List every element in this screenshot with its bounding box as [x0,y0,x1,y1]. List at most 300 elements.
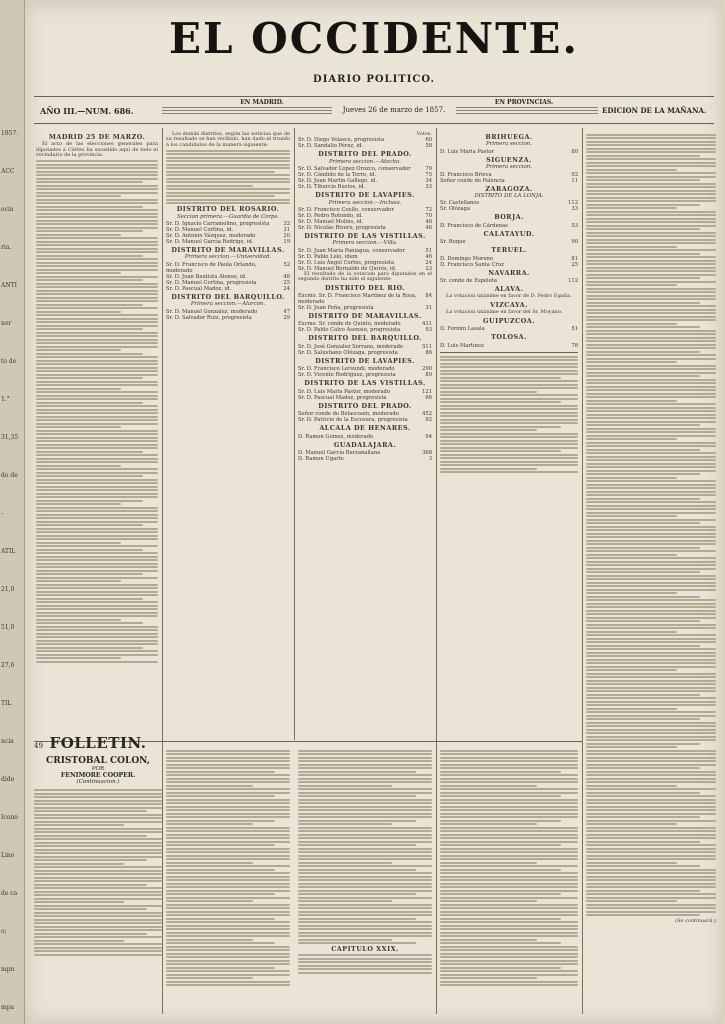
candidate-name: Sr. D. Cándido de la Torre, id. [298,172,377,179]
text-line [36,346,158,348]
text-line [586,330,716,332]
text-line [298,771,416,773]
text-line [166,921,290,923]
text-line [586,767,700,769]
vote-count: 24 [425,259,432,266]
text-line [166,767,290,769]
text-line [586,592,677,594]
text-line [440,939,537,941]
result-entry [440,223,578,229]
text-line [586,347,716,349]
text-line [166,837,290,839]
text-line [298,954,432,956]
text-line [36,342,158,344]
text-line [166,164,290,166]
newspaper-title: EL OCCIDENTE. [169,14,579,63]
section-rule [440,352,578,353]
text-line [440,904,578,906]
text-line [586,799,716,801]
text-line [440,436,578,438]
folletin-number: 49 [34,742,43,750]
text-line [34,947,162,949]
text-line [586,445,716,447]
text-line [586,218,716,220]
text-line [586,144,716,146]
text-line [586,141,716,143]
text-line [34,803,162,805]
text-line [440,886,578,888]
text-line [586,246,677,248]
article-text-block [36,160,158,663]
text-line [440,918,561,920]
text-line [586,718,700,720]
text-line [36,195,121,197]
text-line [298,757,432,759]
text-line [586,722,716,724]
text-line [36,409,158,411]
result-entry [440,239,578,245]
text-line [36,171,158,173]
text-line [166,195,275,197]
vote-count: 48 [283,273,290,280]
vote-count: 46 [425,253,432,260]
text-line [36,304,143,306]
text-line [440,837,578,839]
text-line [36,311,121,313]
text-line [36,538,158,540]
text-line [440,457,578,459]
text-line [586,459,716,461]
text-line [166,834,290,836]
text-line [586,480,716,482]
text-line [36,661,158,663]
text-line [36,426,121,428]
vote-count: 51 [425,247,432,254]
serial-text-block [298,954,432,974]
vote-count: 80 [571,148,578,155]
text-line [586,253,700,255]
text-line [298,778,432,780]
text-line [166,949,290,951]
text-line [36,297,158,299]
text-line [586,561,716,563]
text-line [36,493,158,495]
text-line [586,389,716,391]
province-prices-text [456,107,598,119]
text-line [440,830,578,832]
section-subheading: Primera seccion. [486,141,532,148]
text-line [440,974,578,976]
text-line [586,225,716,227]
text-line [166,977,253,979]
text-line [586,501,716,503]
text-line [36,178,158,180]
text-line [298,958,432,960]
prev-page-fragment: ATIL [1,548,16,555]
text-line [36,633,158,635]
result-entry [298,143,432,149]
text-line [586,834,716,836]
text-line [440,907,578,909]
text-line [586,270,716,272]
text-line [36,531,158,533]
text-line [34,950,162,952]
text-line [586,407,716,409]
vote-count: 75 [425,172,432,179]
text-line [298,785,392,787]
text-line [36,377,143,379]
result-list [440,326,578,332]
text-line [586,365,716,367]
district-heading: DISTRITO DEL PRADO. [318,401,412,410]
result-list [298,389,432,401]
text-line [166,981,290,983]
text-line [36,391,158,393]
candidate-name: Excmo. Sr. conde de Quinto, moderado [298,321,401,328]
text-line [586,193,716,195]
candidate-name: D. Ramon Ugarte [298,455,344,462]
text-line [36,192,158,194]
text-line [440,387,578,389]
text-line [298,760,432,762]
text-line [36,566,158,568]
text-line [36,591,158,593]
vote-count: 84 [425,293,432,300]
vote-count: 46 [425,225,432,232]
text-line [36,479,158,481]
text-line [586,172,716,174]
text-line [586,876,716,878]
vote-count: 89 [425,372,432,379]
text-line [36,423,158,425]
text-line [34,863,124,865]
text-line [34,842,162,844]
text-line [166,865,290,867]
text-line [36,321,158,323]
text-line [586,207,677,209]
text-line [440,750,578,752]
newspaper-subtitle: DIARIO POLITICO. [313,74,435,85]
district-heading: TOLOSA. [491,333,527,342]
text-line [34,859,147,861]
text-line [298,813,432,815]
text-line [36,216,158,218]
column-rule-1 [162,128,163,1014]
text-line [166,953,290,955]
text-line [586,295,716,297]
text-line [440,384,578,386]
vote-count: 58 [425,143,432,150]
text-line [586,694,700,696]
vote-count: 19 [283,239,290,246]
text-line [34,800,162,802]
text-line [440,366,578,368]
text-line [36,398,158,400]
prev-page-fragment: ANTI [1,282,17,289]
col3-body: El resultado de la votacion para diputados en el segundo distrito ha sido el siguiente: [298,270,432,283]
vote-count: 66 [425,394,432,401]
prev-page-fragment: 51,0 [1,624,15,631]
text-line [298,823,392,825]
candidate-name: Señor conde de Belascoain, moderado [298,411,399,418]
text-line [166,900,253,902]
result-entry [298,327,432,333]
text-line [298,925,432,927]
text-line [36,465,121,467]
text-line [586,750,716,752]
text-line [36,419,158,421]
candidate-name: D. Luis Maria Pastor [440,148,495,155]
text-line [34,793,162,795]
text-line [586,837,716,839]
text-line [586,771,716,773]
text-line [298,788,432,790]
text-line [34,940,124,942]
text-line [298,904,432,906]
serial-work-title: CRISTOBAL COLON, [46,756,150,766]
candidate-name: Sr. D. Patricio de la Escosura, progresista [298,417,408,424]
text-line [586,757,716,759]
text-line [36,293,158,295]
text-line [586,680,716,682]
candidate-name: D. Domingo Moreno [440,255,494,262]
text-line [36,650,158,652]
result-list [298,293,432,311]
text-line [166,876,290,878]
text-line [586,547,700,549]
text-line [36,619,121,621]
text-line [586,736,716,738]
col5-text-block [586,134,716,917]
vote-count: 452 [422,411,432,418]
text-line [440,956,578,958]
text-line [166,820,275,822]
vote-count: 51 [571,326,578,333]
text-line [440,799,578,801]
text-line [586,526,716,528]
text-line [440,869,561,871]
text-line [586,568,716,570]
serial-column-3 [298,748,432,975]
column-1 [36,132,158,664]
text-line [586,900,677,902]
column-2 [166,132,290,321]
district-heading: DISTRITO DEL RIO. [324,283,406,292]
text-line [586,358,716,360]
text-line [586,456,716,458]
text-line [166,192,290,194]
serial-continuation: (Continuacion.) [76,779,120,785]
candidate-name: Sr. conde de Espeleta [440,278,497,285]
text-line [440,841,578,843]
text-line [166,802,290,804]
text-line [34,807,162,809]
candidate-name: Sr. D. Manuel Cortina, progresista [166,279,257,286]
text-line [36,489,158,491]
text-line [34,894,162,896]
text-line [586,893,716,895]
text-line [36,640,158,642]
text-line [586,624,716,626]
text-line [166,851,290,853]
text-line [36,594,158,596]
text-line [586,473,700,475]
candidate-name: Sr. D. Juan Martin Gallego, id. [298,178,378,185]
text-line [586,540,716,542]
votes-header: Votos. [416,131,432,137]
district-heading: DISTRITO DE LAVAPIES. [315,356,415,365]
text-line [298,939,392,941]
text-line [440,401,561,403]
text-line [586,344,716,346]
text-line [36,552,158,554]
text-line [36,535,158,537]
text-line [440,865,578,867]
vote-count: 33 [571,206,578,213]
text-line [166,904,290,906]
province-prices-label: EN PROVINCIAS. [494,99,554,106]
text-line [36,573,143,575]
text-line [586,382,716,384]
candidate-name: Sr. D. Manuel Bernaldo de Quirós, id. [298,265,397,272]
text-line [586,162,716,164]
text-line [36,234,121,236]
text-line [36,475,143,477]
text-line [298,764,432,766]
section-subheading: Primera seccion.—Atocha. [329,158,401,165]
text-line [36,545,158,547]
text-line [166,869,275,871]
text-line [298,816,432,818]
text-line [36,643,158,645]
text-line [36,458,158,460]
text-line [34,817,162,819]
text-line [586,708,677,710]
text-line [440,447,578,449]
vote-count: 25 [283,279,290,286]
candidate-name: Sr. D. Pablo Lelo, idem [298,253,358,260]
candidate-name: Sr. D. Juan Maria Paniagua, conservador [298,247,405,254]
text-line [586,890,700,892]
text-line [166,970,290,972]
text-line [586,302,700,304]
text-line [586,690,716,692]
candidate-name: Sr. D. Salvador Lopez Orozco, conservador [298,166,411,173]
text-line [166,774,290,776]
result-entry [298,293,432,305]
text-line [166,174,290,176]
text-line [586,827,716,829]
text-line [586,662,716,664]
text-line [298,795,416,797]
text-line [36,507,158,509]
text-line [36,251,158,253]
text-line [36,202,158,204]
text-line [440,781,578,783]
text-line [36,328,143,330]
text-line [440,820,561,822]
text-line [586,312,716,314]
text-line [36,241,158,243]
text-line [36,563,158,565]
result-list [298,434,432,440]
text-line [36,626,158,628]
text-line [166,785,253,787]
text-line [166,806,290,808]
text-line [440,823,537,825]
text-line [34,877,162,879]
text-line [586,760,716,762]
text-line [440,963,578,965]
text-line [298,869,416,871]
result-list [440,200,578,212]
text-line [298,750,432,752]
text-line [440,380,578,382]
candidate-name: Sr. Castellanos [440,200,480,207]
text-line [34,824,124,826]
candidate-name: D. Francisco Santa Cruz [440,261,505,268]
text-line [586,148,716,150]
text-line [586,204,700,206]
text-line [36,461,158,463]
vote-count: 81 [571,255,578,262]
text-line [34,912,162,914]
vote-count: 70 [425,213,432,220]
text-line [36,360,158,362]
text-line [34,870,162,872]
text-line [298,848,432,850]
text-line [36,339,158,341]
text-line [586,368,716,370]
text-line [440,953,578,955]
candidate-name: D. Manuel García Barzanallana [298,449,381,456]
district-heading: DISTRITO DEL BARQUILLO. [171,292,285,301]
text-line [298,911,432,913]
text-line [298,890,432,892]
text-line [440,426,561,428]
vote-count: 86 [425,349,432,356]
text-line [440,771,561,773]
serial-text-block [298,750,432,945]
text-line [586,785,677,787]
text-line [34,954,162,956]
text-line [166,760,290,762]
text-line [36,227,158,229]
text-line [36,510,158,512]
candidate-name: Sr. D. Sandalio Pérez, id. [298,143,364,150]
text-line [166,178,290,180]
result-list [440,343,578,349]
text-line [36,405,158,407]
vote-count: 92 [571,171,578,178]
candidate-name: Sr. D. Luis Ángel Cortes, progresista [298,259,395,266]
text-line [586,197,716,199]
folletin-title: FOLLETIN. [49,734,147,752]
text-line [586,795,716,797]
text-line [166,848,290,850]
text-line [36,454,158,456]
text-line [166,907,290,909]
text-line [36,213,158,215]
text-line [440,373,578,375]
text-line [298,886,432,888]
text-line [36,388,121,390]
result-entry [298,417,432,423]
text-line [586,239,716,241]
text-line [166,792,290,794]
vote-count: 25 [571,261,578,268]
result-list [298,366,432,378]
